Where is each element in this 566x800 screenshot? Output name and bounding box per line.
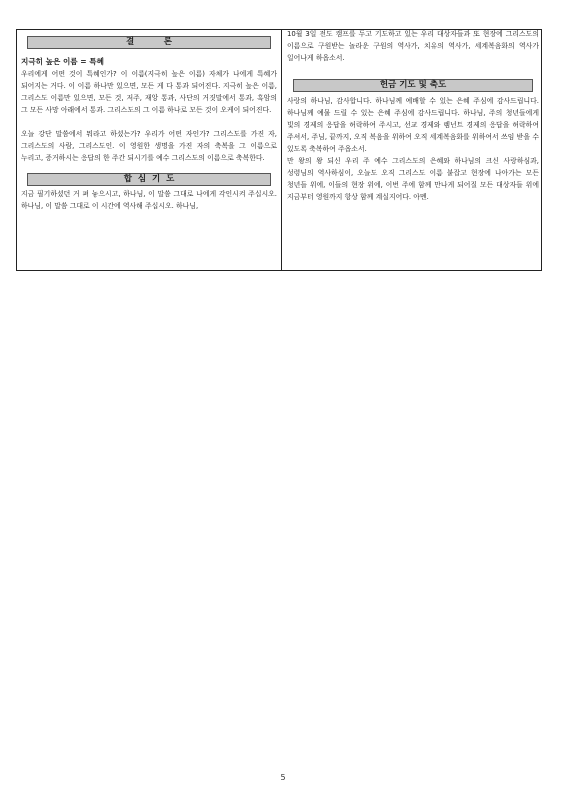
prayer-continuation-paragraph: 10월 3일 전도 캠프를 두고 기도하고 있는 우리 대상자들과 또 현장에 그리스도의 이름으로 구원받는 놀라운 구원의 역사가, 치유의 역사가, 세계복음화의 역사가 일어나게 하옵소서.	[287, 30, 539, 62]
offering-prayer-heading: 헌금 기도 및 축도	[293, 79, 533, 92]
right-column	[287, 28, 539, 203]
conclusion-paragraph-1: 우리에게 어떤 것이 특혜인가? 이 이름(지극히 높은 이름) 자체가 나에게 특혜가 되어지는 거다. 이 이름 하나만 있으면, 모든 게 다 통과 되어진다. 지극히 높은 이름, 그리스도 이름만 있으면, 모든 것, 저주, 재앙 통과, 사단의 거짓말에서 통과, 흑암의 그 모든 사망 아래에서 통과. 그리스도의 그 이름 하나로 모든 것이 오케이 되어진다.	[21, 70, 277, 114]
conclusion-heading: 결 론	[27, 36, 271, 49]
page-number: 5	[280, 773, 286, 782]
subheading: 지극히 높은 이름 = 특혜	[21, 57, 104, 66]
offering-prayer-paragraph: 사랑의 하나님, 감사합니다. 하나님께 예배할 수 있는 은혜 주심에 감사드립니다. 하나님께 예물 드릴 수 있는 은혜 주심에 감사드립니다. 하나님, 주의 청년들에게 빛의 경제의 응답을 허락하여 주시고, 선교 경제와 렘넌트 경제의 응답을 허락하여 주셔서, 주님, 끝까지, 오직 복음을 위하여 오직 세계복음화를 위하여서 쓰임 받을 수 있도록 축복하여 주옵소서.	[287, 97, 539, 153]
benediction-paragraph: 만 왕의 왕 되신 우리 주 예수 그리스도의 은혜와 하나님의 크신 사랑하심과, 성령님의 역사하심이, 오늘도 오직 그리스도 이름 붙잡고 현장에 나아가는 모든 청년들 위에, 이들의 현장 위에, 이번 주에 함께 만나게 되어질 모든 대상자들 위에 지금부터 영원까지 항상 함께 계실지어다. 아멘.	[287, 157, 539, 201]
joint-prayer-heading: 합 심 기 도	[27, 173, 271, 186]
conclusion-paragraph-2: 오늘 강단 말씀에서 뭐라고 하셨는가? 우리가 어떤 자인가? 그리스도를 가진 자, 그리스도의 사람, 그리스도인. 이 영원한 생명을 가진 자의 축복을 그 이름으로 누리고, 증거하시는 응답의 한 주간 되시기를 예수 그리스도의 이름으로 축복한다.	[21, 130, 277, 162]
column-divider	[281, 30, 282, 270]
content-frame	[16, 29, 542, 271]
left-column	[21, 30, 277, 212]
joint-prayer-paragraph: 지금 필기하셨던 거 펴 놓으시고, 하나님, 이 말씀 그대로 나에게 각인시켜 주십시오. 하나님, 이 말씀 그대로 이 시간에 역사해 주십시오. 하나님,	[21, 190, 277, 210]
